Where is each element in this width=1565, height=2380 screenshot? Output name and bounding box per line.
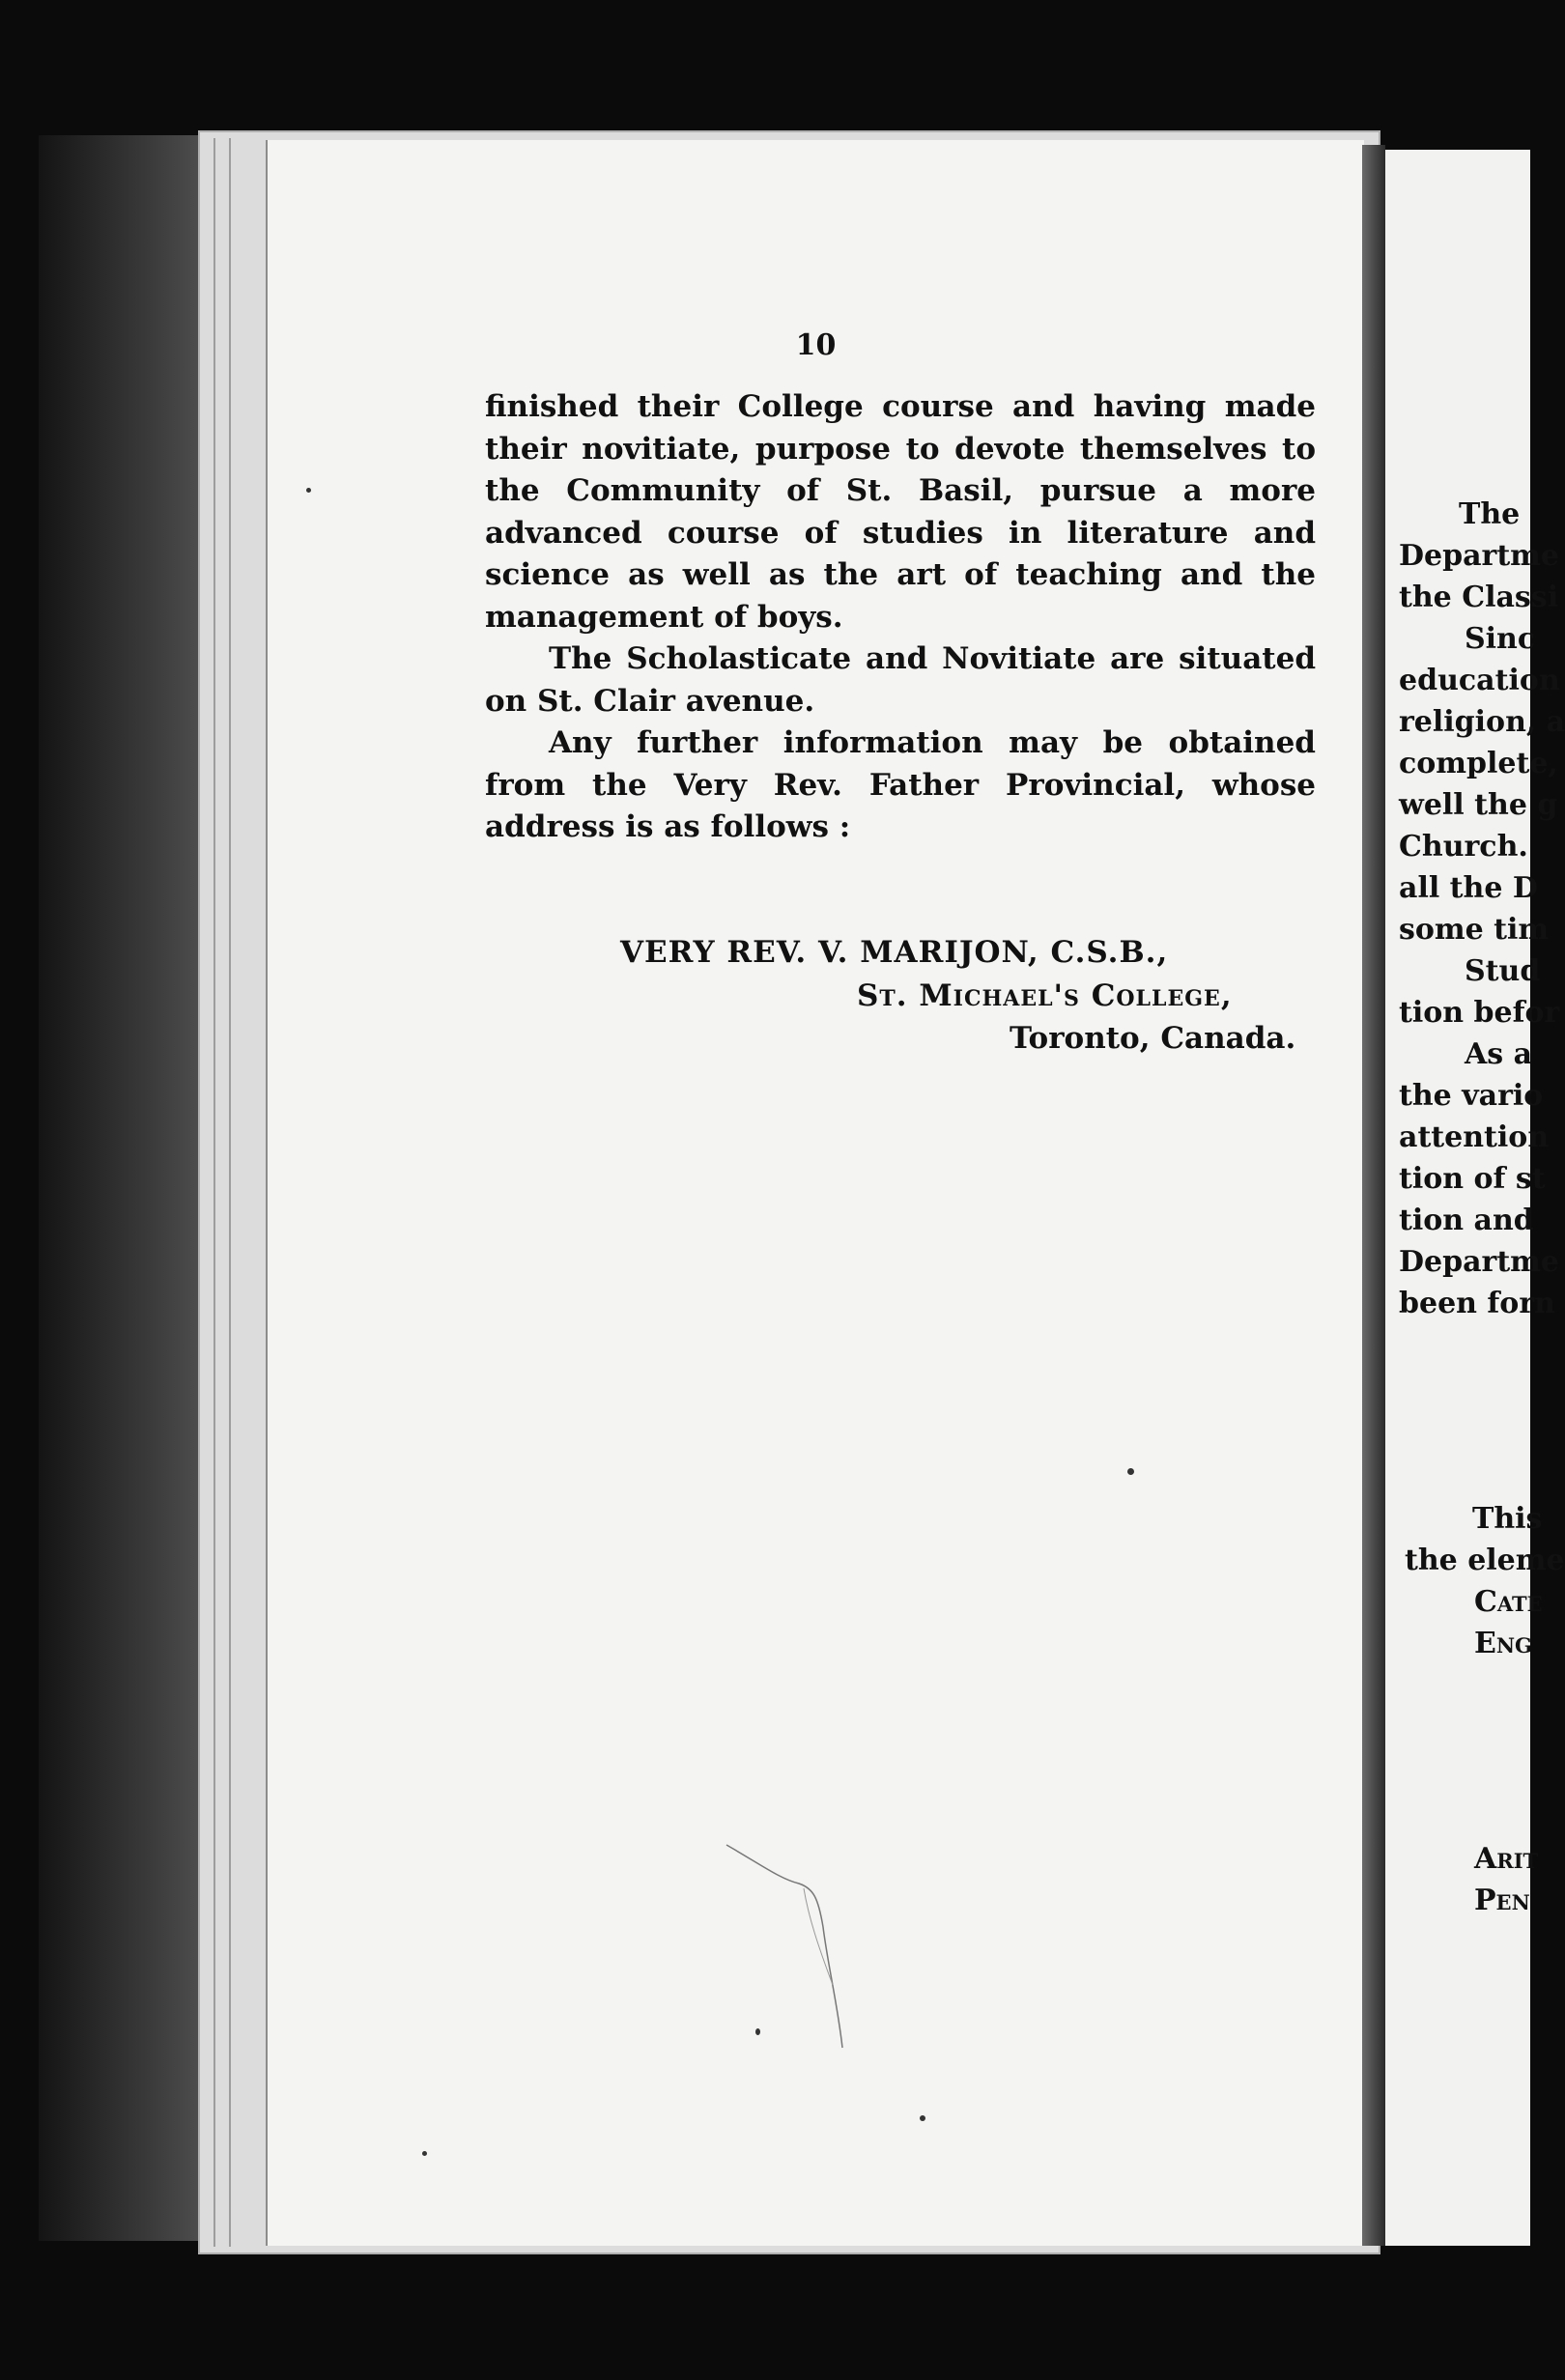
facing-text: Cate	[1474, 1585, 1543, 1619]
document-page	[266, 140, 1364, 2246]
speck-3	[920, 2115, 925, 2121]
facing-text: Arit	[1474, 1842, 1539, 1876]
paragraph-2: The Scholasticate and Novitiate are situated on St. Clair avenue.	[485, 641, 1316, 719]
facing-text: tion and	[1399, 1204, 1534, 1237]
facing-text: complete,	[1399, 747, 1558, 780]
signature-name: VERY REV. V. MARIJON, C.S.B.,	[620, 935, 1169, 970]
facing-text: education	[1399, 664, 1560, 697]
facing-page	[1385, 150, 1565, 2246]
signature-city: Toronto, Canada.	[1010, 1021, 1296, 1056]
speck-5	[306, 488, 311, 493]
facing-text: Stud	[1465, 954, 1541, 988]
paragraph-1: finished their College course and having made their novitiate, purpose to devote themselves to the Community of St. Basil, pursue a more advanced course of studies in literature and science as well as the art of teaching and the management of boys.	[485, 389, 1316, 635]
book-gutter	[1362, 145, 1385, 2246]
signature-college: St. Michael's College,	[857, 978, 1233, 1013]
scan-background	[39, 135, 222, 2241]
facing-text: Departme	[1399, 1245, 1560, 1279]
speck-1	[1127, 1468, 1134, 1475]
facing-text: all the D	[1399, 871, 1538, 905]
facing-text: Church.	[1399, 830, 1528, 864]
facing-text: the eleme	[1405, 1544, 1565, 1577]
facing-text: Sinc	[1465, 622, 1536, 656]
body-text	[485, 386, 1316, 849]
speck-2	[755, 2028, 760, 2035]
facing-text: Departme	[1399, 539, 1560, 573]
speck-4	[422, 2151, 427, 2156]
paper-scratch	[722, 1840, 867, 2053]
paragraph-3: Any further information may be obtained from the Very Rev. Father Provincial, whose address is as follows :	[485, 725, 1316, 844]
facing-text: the vario	[1399, 1079, 1544, 1113]
facing-text: well the g	[1399, 788, 1558, 822]
facing-text: Pen	[1474, 1884, 1530, 1917]
facing-text: some tim	[1399, 913, 1550, 947]
facing-text: This	[1472, 1502, 1543, 1536]
facing-text: the Classi	[1399, 581, 1559, 614]
facing-text: been forn	[1399, 1287, 1555, 1320]
facing-text: tion befor	[1399, 996, 1560, 1030]
facing-text: religion, a	[1399, 705, 1565, 739]
facing-text: tion of st	[1399, 1162, 1546, 1196]
page-number: 10	[795, 328, 837, 362]
facing-text: As a	[1465, 1037, 1533, 1071]
facing-text: Eng	[1474, 1627, 1532, 1660]
facing-text: attention	[1399, 1120, 1550, 1154]
facing-text: The	[1459, 497, 1521, 531]
